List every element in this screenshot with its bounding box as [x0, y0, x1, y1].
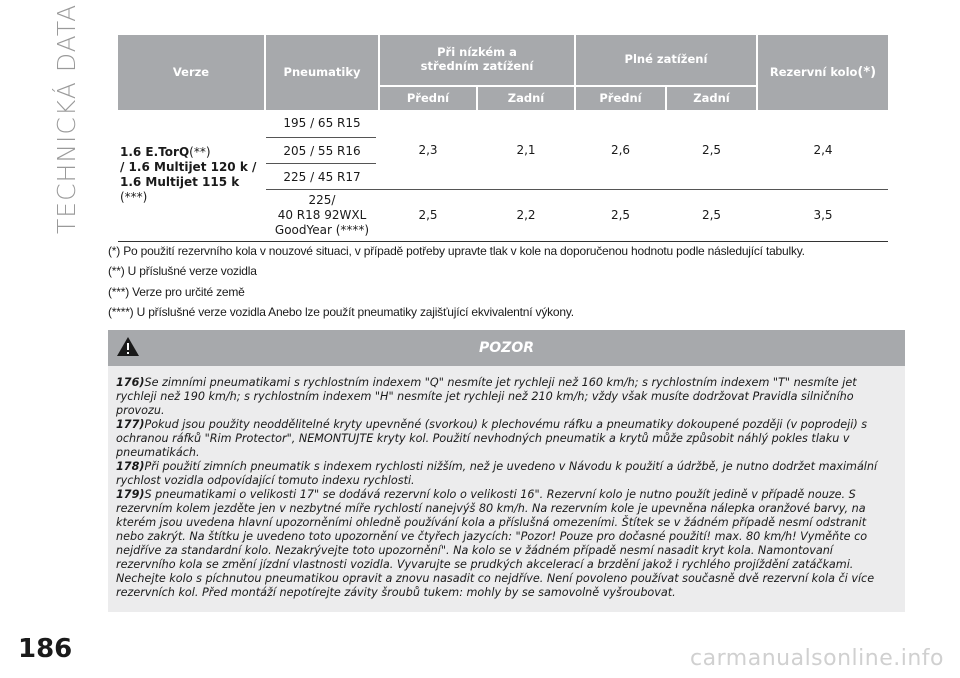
variant-line4: (***)	[120, 190, 148, 204]
header-full-load: Plné zatížení	[576, 35, 756, 85]
warning-item-text: Pokud jsou použity neoddělitelné kryty upevněné (svorkou) k plechovému ráfku a pneumatiky dokoupené později (v poprodeji) s ochranou ráfků "Rim Protector", NEMONTUJTE kryty kol. Použití nevhodných pneumatik a krytů může způsobit náhlý pokles tlaku v pneumatikách.	[116, 418, 868, 459]
footnote-spare: (*) Po použití rezervního kola v nouzové situaci, v případě potřeby upravte tlak v kole na doporučenou hodnotu podle následující tabulky.	[108, 244, 805, 258]
table-bottom-rule	[118, 241, 888, 242]
header-spare-label: Rezervní kolo	[769, 64, 858, 79]
warning-item-text: Při použití zimních pneumatik s indexem rychlosti nižším, než je uvedeno v Návodu k použití a údržbě, je nutno dodržet maximální rychlost vozidla odpovídající tomuto indexu rychlosti.	[116, 460, 878, 487]
g1-low-rear: 2,1	[516, 142, 536, 157]
header-full-rear: Zadní	[667, 87, 756, 110]
divider	[266, 189, 888, 190]
g1-full-rear: 2,5	[701, 142, 722, 157]
g2-low-front: 2,5	[418, 207, 438, 222]
header-low-load: Při nízkém a středním zatížení	[380, 35, 574, 85]
variant-line2: / 1.6 Multijet 120 k /	[120, 160, 257, 174]
warning-item-number: 177)	[116, 418, 145, 431]
variant-line1-mark: (**)	[189, 145, 211, 159]
header-spare	[758, 35, 888, 110]
tyre-205-55-r16: 205 / 55 R16	[283, 143, 361, 158]
g2-full-front: 2,5	[610, 207, 631, 222]
tyre-225-45-r17: 225 / 45 R17	[283, 169, 361, 184]
header-low-rear: Zadní	[478, 87, 574, 110]
variant-line3: 1.6 Multijet 115 k	[120, 175, 240, 189]
page-number: 186	[18, 634, 73, 664]
footnote-version: (**) U příslušné verze vozidla	[108, 264, 257, 279]
warning-triangle-icon	[116, 335, 140, 359]
g2-spare: 3,5	[813, 207, 833, 222]
warning-header	[108, 330, 905, 366]
divider	[266, 163, 376, 164]
section-side-title: TECHNICKÁ DATA	[52, 3, 81, 234]
warning-item	[116, 418, 895, 460]
tyre-r18-line2: 40 R18 92WXL	[277, 207, 367, 222]
tyre-225-40-r18	[266, 191, 378, 239]
table-header	[118, 35, 888, 110]
header-verze: Verze	[118, 35, 264, 110]
warning-title: POZOR	[479, 340, 534, 356]
g1-low-front: 2,3	[418, 142, 438, 157]
g1-full-front: 2,6	[610, 142, 631, 157]
g2-full-rear: 2,5	[701, 207, 722, 222]
g2-low-rear: 2,2	[516, 207, 536, 222]
footnotes	[108, 244, 898, 326]
header-full-front: Přední	[576, 87, 665, 110]
variant-line1: 1.6 E.TorQ	[120, 145, 190, 159]
header-spare-mark: (*)	[857, 64, 877, 80]
variant-cell	[118, 110, 268, 240]
header-pneumatiky: Pneumatiky	[266, 35, 378, 110]
tyre-r18-line1: 225/	[308, 192, 336, 207]
warning-item-text: S pneumatikami o velikosti 17" se dodává rezervní kolo o velikosti 16". Rezervní kolo je nutno použít jedině v případě nouze. S rezervním kolem jezděte jen v nezbytné míře rychlostí nanejvýš 80 km/h. Na rezervním kole je upevněna nálepka oranžové barvy, na kterém jsou uvedena hlavní upozorněními ohledně používání kola a příslušná omezeními. Štítek se v žádném případě nesmí odstranit nebo zakrýt. Na štítku je uvedeno toto upozornění ve čtyřech jazycích: "Pozor! Pouze pro dočasné použití! max. 80 km/h! Vyměňte co nejdříve za standardní kolo. Nezakrývejte toto upozornění". Na kolo se v žádném případě nesmí nasadit kryt kola. Namontovaní rezervního kola se změní jízdní vlastnosti vozidla. Vyvarujte se prudkých akcelerací a brzdění jakož i rychlého projíždění zatáčkami. Nechejte kolo s píchnutou pneumatikou opravit a znovu nasadit co nejdříve. Není povoleno používat současně dvě rezervní kola či více rezervních kol. Před montáží nepotírejte závity šroubů tukem: mohly by se samovolně vyšroubovat.	[116, 488, 875, 599]
tyre-195-65-r15: 195 / 65 R15	[283, 115, 361, 130]
warning-item	[116, 488, 895, 600]
tyre-r18-line3: GoodYear (****)	[274, 222, 370, 237]
warning-item	[116, 460, 895, 488]
footnote-countries: (***) Verze pro určité země	[108, 284, 245, 299]
warning-body	[108, 366, 905, 612]
divider	[266, 137, 376, 138]
g1-spare: 2,4	[813, 142, 833, 157]
table-body	[118, 110, 888, 240]
header-low-front: Přední	[380, 87, 476, 110]
watermark: carmanualsonline.info	[690, 646, 944, 671]
footnote-equivalent: (****) U příslušné verze vozidla Anebo lze použít pneumatiky zajišťující ekvivalentní výkony.	[108, 305, 574, 320]
tyre-pressure-table	[118, 35, 888, 240]
warning-item-number: 178)	[116, 460, 145, 473]
warning-item-text: Se zimními pneumatikami s rychlostním indexem "Q" nesmíte jet rychleji než 160 km/h; s rychlostním indexem "T" nesmíte jet rychleji než 190 km/h; s rychlostním indexem "H" nesmíte jet rychleji než 210 km/h; vždy však musíte dodržovat Pravidla silničního provozu.	[116, 376, 857, 417]
warning-item	[116, 376, 895, 418]
warning-item-number: 176)	[116, 376, 145, 389]
warning-item-number: 179)	[116, 488, 145, 501]
